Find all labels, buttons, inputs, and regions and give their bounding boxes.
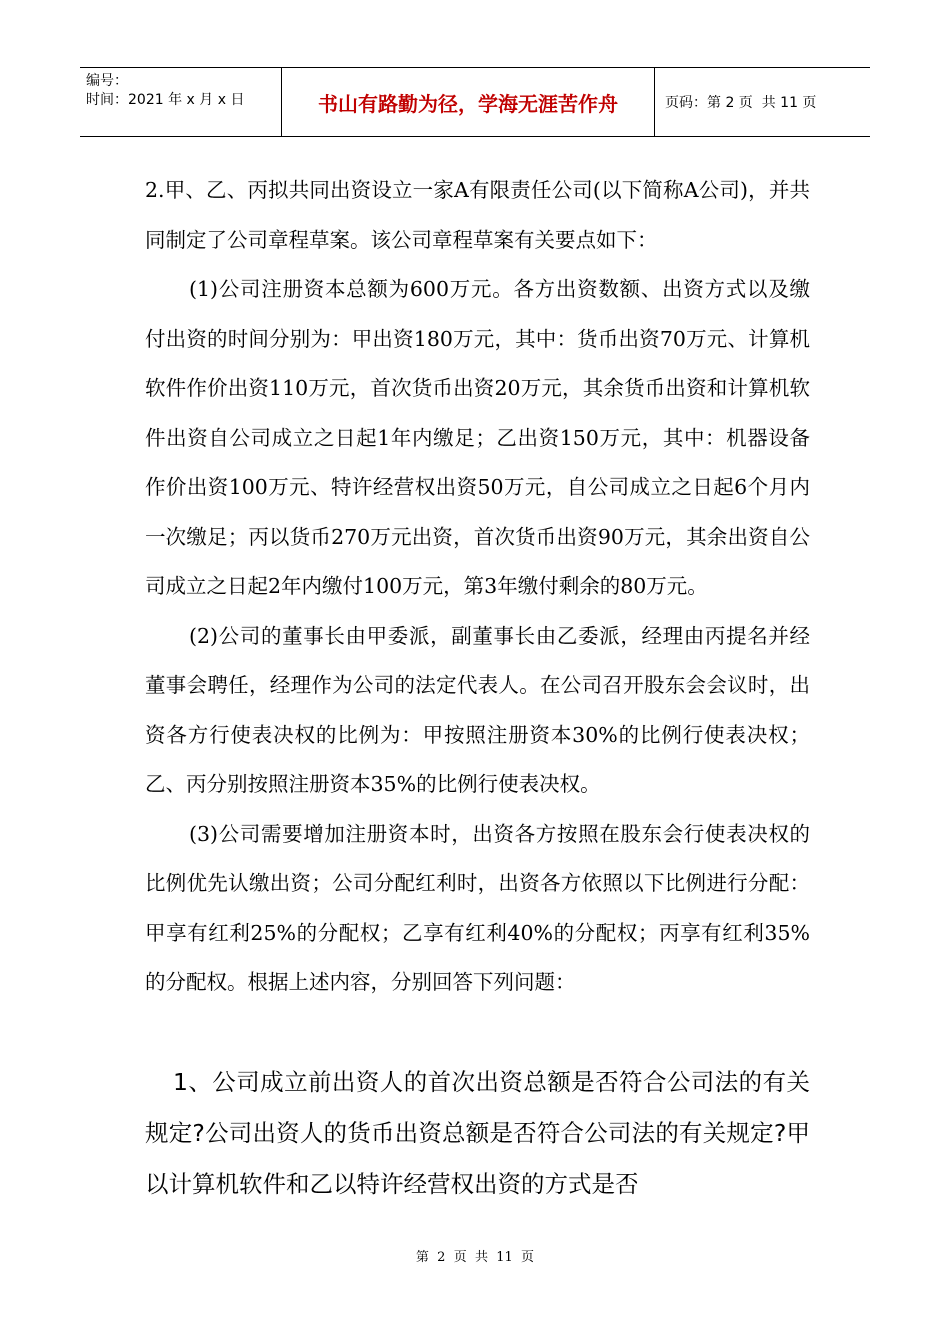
paragraph-item-2: (2)公司的董事长由甲委派，副董事长由乙委派，经理由丙提名并经董事会聘任，经理作为公司的法定代表人。在公司召开股东会会议时，出资各方行使表决权的比例为：甲按照注册资本30%的比例行使表决权；乙、丙分别按照注册资本35%的比例行使表决权。 [145,623,810,796]
question-1: 1、公司成立前出资人的首次出资总额是否符合公司法的有关规定?公司出资人的货币出资总额是否符合公司法的有关规定?甲以计算机软件和乙以特许经营权出资的方式是否 [145,1068,810,1198]
date-label: 时间：2021 年 x 月 x 日 [86,92,245,108]
header-meta [80,68,282,136]
page-header [80,67,870,137]
question-block [145,1057,810,1210]
page-footer: 第 2 页 共 11 页 [415,1250,535,1265]
header-page-info [655,68,870,136]
header-motto: 书山有路勤为径，学海无涯苦作舟 [282,68,655,136]
document-body [145,166,810,1008]
paragraph-item-1: (1)公司注册资本总额为600万元。各方出资数额、出资方式以及缴付出资的时间分别为：甲出资180万元，其中：货币出资70万元、计算机软件作价出资110万元，首次货币出资20万元，其余货币出资和计算机软件出资自公司成立之日起1年内缴足；乙出资150万元，其中：机器设备作价出资100万元、特许经营权出资50万元，自公司成立之日起6个月内一次缴足；丙以货币270万元出资，首次货币出资90万元，其余出资自公司成立之日起2年内缴付100万元，第3年缴付剩余的80万元。 [145,277,810,598]
number-label: 编号： [86,73,128,89]
paragraph-item-3: (3)公司需要增加注册资本时，出资各方按照在股东会行使表决权的比例优先认缴出资；公司分配红利时，出资各方依照以下比例进行分配：甲享有红利25%的分配权；乙享有红利40%的分配权；丙享有红利35%的分配权。根据上述内容，分别回答下列问题： [145,821,810,994]
page-info-text: 页码：第 2 页 共 11 页 [665,95,817,111]
paragraph-intro: 2.甲、乙、丙拟共同出资设立一家A有限责任公司(以下简称A公司)，并共同制定了公司章程草案。该公司章程草案有关要点如下： [145,178,810,252]
